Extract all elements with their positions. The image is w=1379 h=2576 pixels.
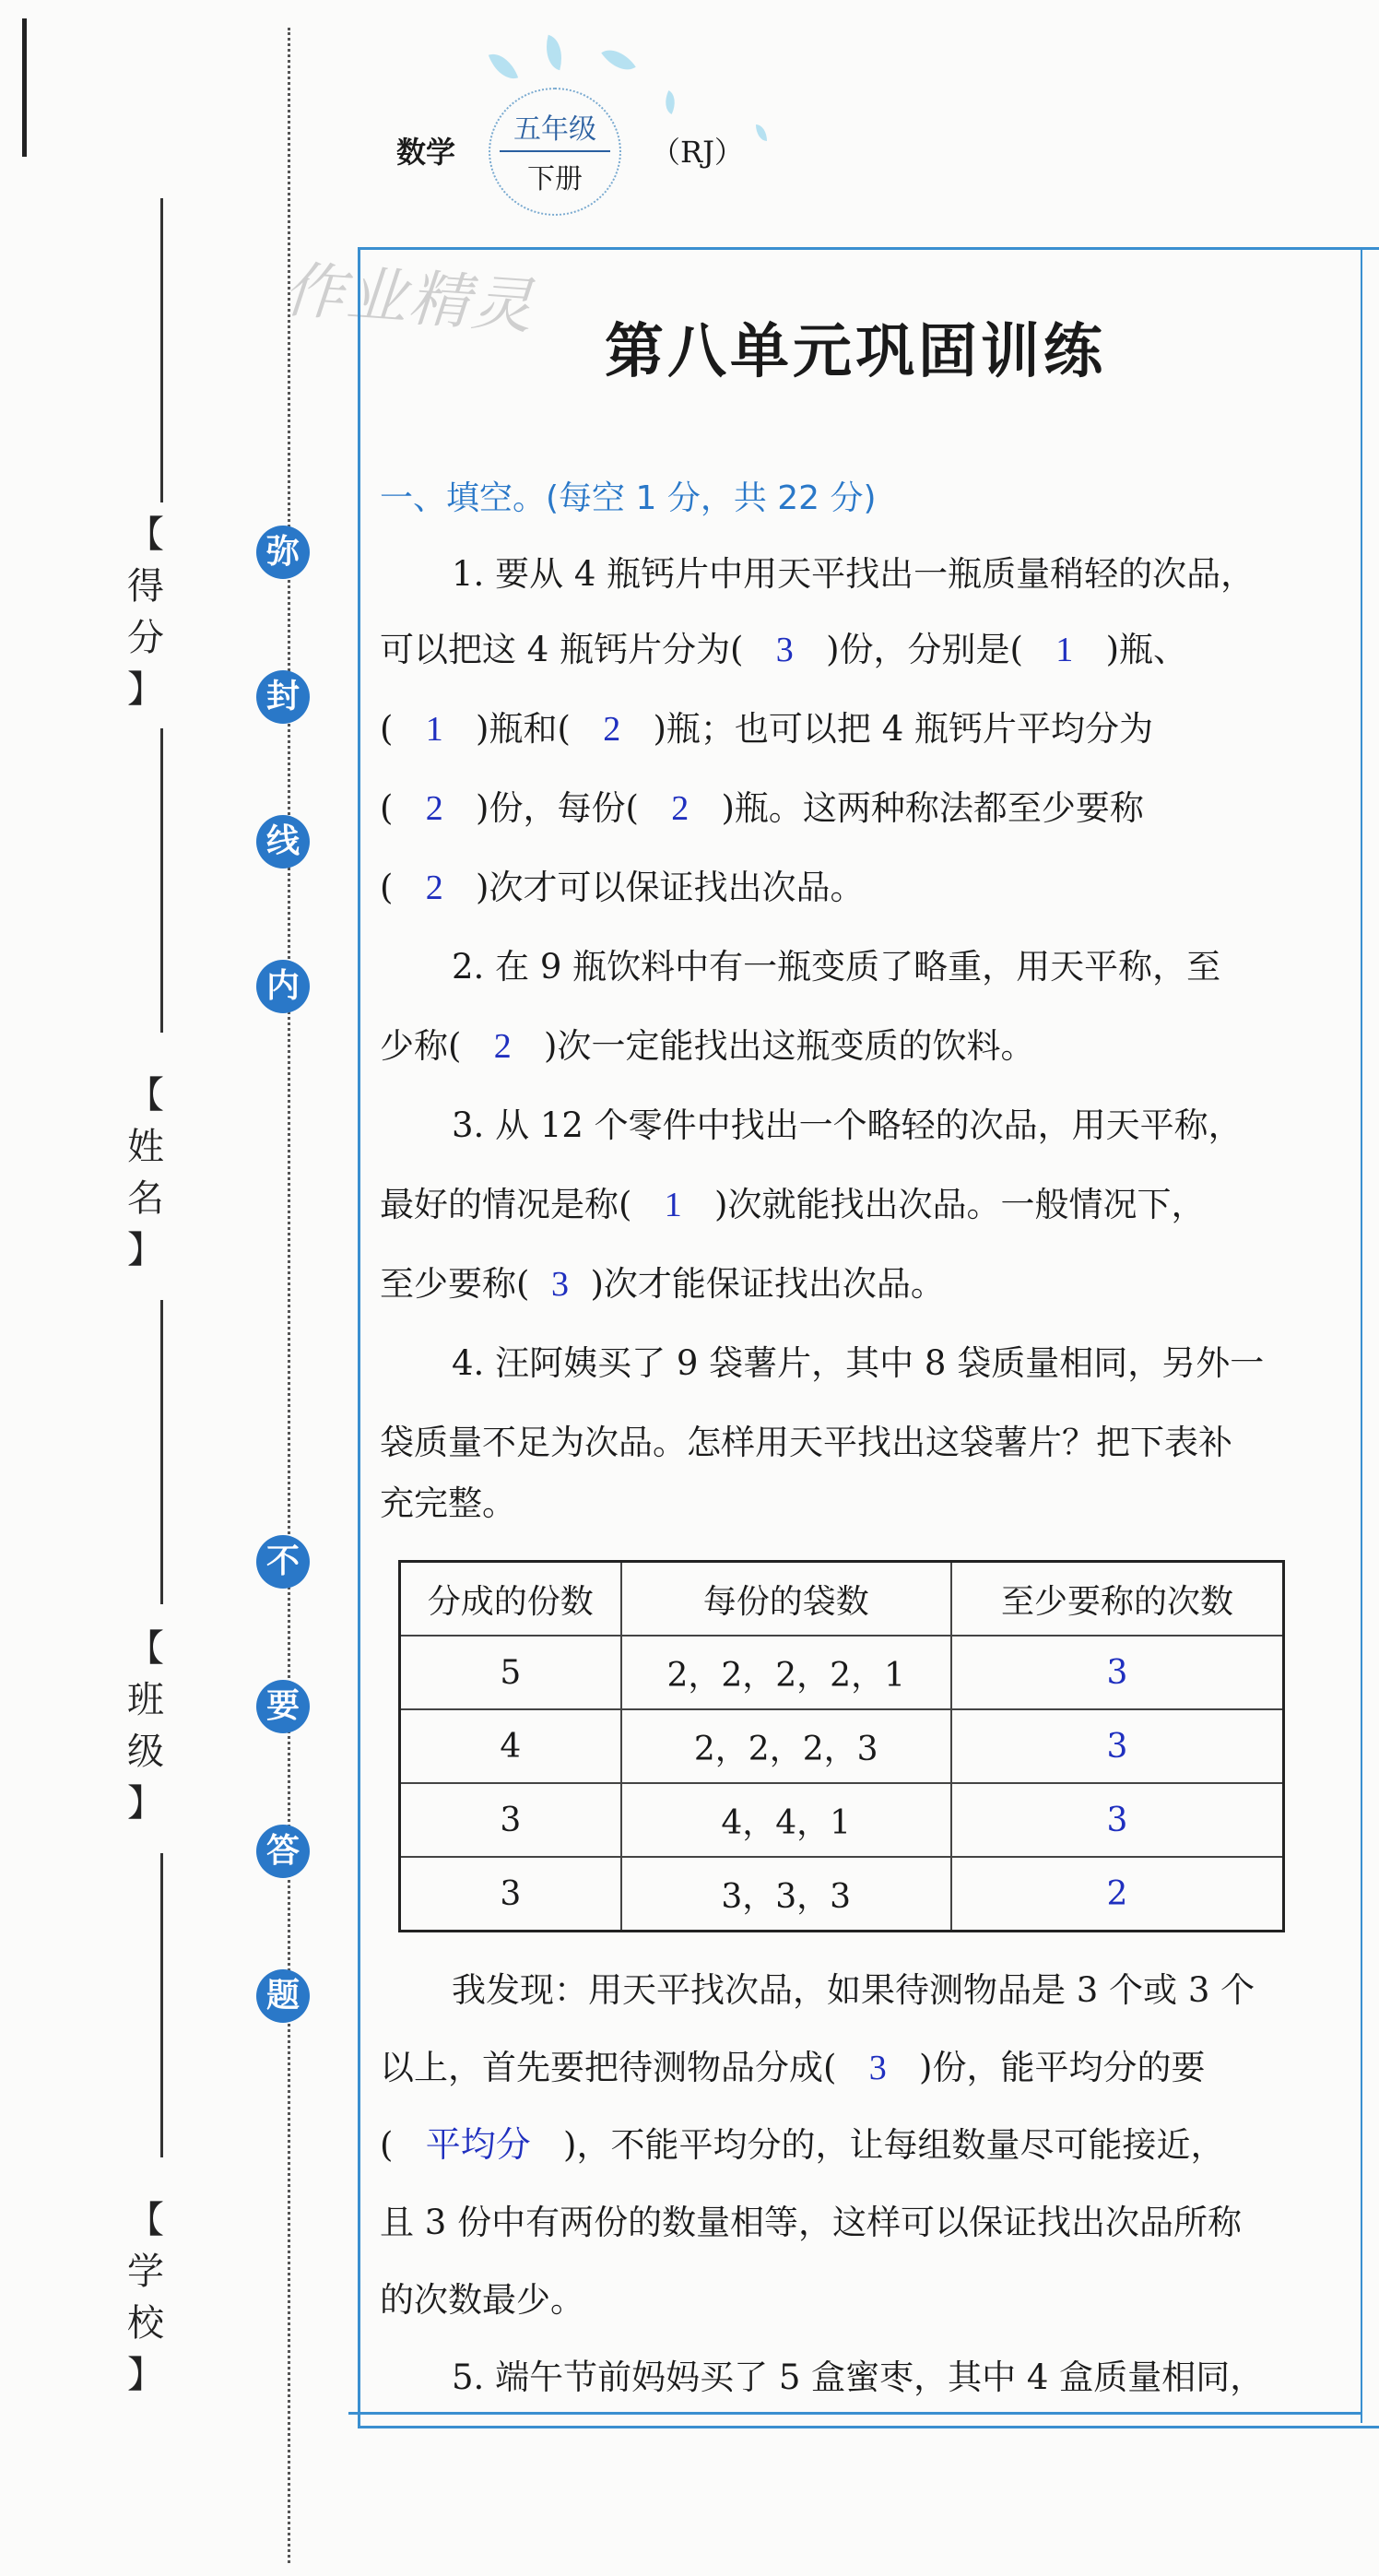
grade-badge [489, 88, 621, 216]
answer: 2 [671, 789, 690, 828]
school-line [160, 1853, 163, 2157]
table-cell: 5 [400, 1636, 621, 1709]
watermark: 作业精灵 [281, 254, 536, 343]
score-line [160, 198, 163, 502]
page-edge-bar [22, 18, 27, 157]
table-answer-cell: 3 [951, 1709, 1284, 1783]
name-line [160, 728, 163, 1033]
table-cell: 4，4，1 [621, 1783, 951, 1857]
q4-line-1: 4. 汪阿姨买了 9 袋薯片，其中 8 袋质量相同，另外一 [452, 1343, 1265, 1383]
class-label: 【 班 级 】 [127, 1627, 164, 1825]
leaf-decoration [756, 124, 767, 141]
table-row [400, 1709, 1284, 1783]
q3-line-2: 最好的情况是称( 1 )次就能找出次品。一般情况下， [380, 1185, 1206, 1224]
answer: 平均分 [425, 2126, 531, 2165]
table-row [400, 1783, 1284, 1857]
q2-line-1: 2. 在 9 瓶饮料中有一瓶变质了略重，用天平称，至 [452, 947, 1221, 987]
seal-char: 不 [256, 1535, 310, 1589]
leaf-decoration [489, 48, 518, 84]
answer: 3 [550, 1265, 569, 1304]
table-row [400, 1857, 1284, 1932]
discovery-line-2: 以上，首先要把待测物品分成( 3 )份，能平均分的要 [380, 2048, 1206, 2087]
discovery-line-4: 且 3 份中有两份的数量相等，这样可以保证找出次品所称 [380, 2203, 1243, 2242]
answer: 2 [425, 789, 443, 828]
answer: 1 [664, 1186, 682, 1224]
seal-char: 弥 [256, 526, 310, 579]
volume-label: 下册 [527, 163, 583, 195]
table-header: 分成的份数 [400, 1562, 621, 1637]
table-header-row [400, 1562, 1284, 1637]
seal-char: 线 [256, 815, 310, 869]
answer: 2 [603, 710, 621, 749]
q1-line-1: 1. 要从 4 瓶钙片中用天平找出一瓶质量稍轻的次品， [452, 554, 1255, 594]
answer: 1 [425, 710, 443, 749]
seal-char: 内 [256, 960, 310, 1013]
q3-line-3: 至少要称( 3 )次才能保证找出次品。 [380, 1264, 945, 1304]
grade-label: 五年级 [500, 106, 610, 152]
q1-line-2: 可以把这 4 瓶钙片分为( 3 )份，分别是( 1 )瓶、 [380, 630, 1187, 669]
table-cell: 2，2，2，2，1 [621, 1636, 951, 1709]
frame-bottom-rule [348, 2412, 1362, 2415]
weighing-table [398, 1560, 1285, 1932]
discovery-line-3: ( 平均分 )，不能平均分的，让每组数量尽可能接近， [380, 2125, 1225, 2165]
answer: 3 [868, 2049, 887, 2087]
subject-label: 数学 [396, 135, 456, 170]
table-header: 每份的袋数 [621, 1562, 951, 1637]
table-cell: 2，2，2，3 [621, 1709, 951, 1783]
seal-char: 答 [256, 1825, 310, 1878]
page-title: 第八单元巩固训练 [605, 318, 1106, 386]
table-answer-cell: 2 [951, 1857, 1284, 1932]
leaf-decoration [601, 41, 636, 78]
edition-label: （RJ） [651, 135, 744, 170]
q4-line-2: 袋质量不足为次品。怎样用天平找出这袋薯片？把下表补 [380, 1423, 1232, 1462]
q3-line-1: 3. 从 12 个零件中找出一个略轻的次品，用天平称， [452, 1105, 1243, 1145]
answer: 1 [1055, 631, 1074, 669]
seal-char: 题 [256, 1969, 310, 2023]
seal-char: 要 [256, 1680, 310, 1733]
leaf-decoration [660, 90, 680, 114]
name-label: 【 姓 名 】 [127, 1074, 164, 1271]
table-cell: 4 [400, 1709, 621, 1783]
q1-line-5: ( 2 )次才可以保证找出次品。 [380, 868, 865, 907]
table-row [400, 1636, 1284, 1709]
table-answer-cell: 3 [951, 1636, 1284, 1709]
table-cell: 3 [400, 1857, 621, 1932]
q1-line-3: ( 1 )瓶和( 2 )瓶；也可以把 4 瓶钙片平均分为 [380, 709, 1153, 749]
school-label: 【 学 校 】 [127, 2199, 164, 2396]
q4-line-3: 充完整。 [380, 1483, 516, 1523]
table-answer-cell: 3 [951, 1783, 1284, 1857]
table-header: 至少要称的次数 [951, 1562, 1284, 1637]
seal-char: 封 [256, 670, 310, 724]
answer: 2 [425, 869, 443, 907]
q1-line-4: ( 2 )份，每份( 2 )瓶。这两种称法都至少要称 [380, 788, 1144, 828]
q5-line-1: 5. 端午节前妈妈买了 5 盒蜜枣，其中 4 盒质量相同， [452, 2357, 1265, 2397]
q2-line-2: 少称( 2 )次一定能找出这瓶变质的饮料。 [380, 1026, 1035, 1066]
section-heading: 一、填空。(每空 1 分，共 22 分) [380, 479, 877, 517]
table-cell: 3 [400, 1783, 621, 1857]
leaf-decoration [540, 35, 568, 71]
answer: 2 [493, 1027, 512, 1066]
cut-dotted-line [288, 28, 290, 2563]
class-line [160, 1300, 163, 1604]
answer: 3 [775, 631, 794, 669]
discovery-line-1: 我发现：用天平找次品，如果待测物品是 3 个或 3 个 [452, 1970, 1255, 2010]
table-cell: 3，3，3 [621, 1857, 951, 1932]
discovery-line-5: 的次数最少。 [380, 2280, 584, 2320]
score-label: 【 得 分 】 [127, 514, 164, 711]
